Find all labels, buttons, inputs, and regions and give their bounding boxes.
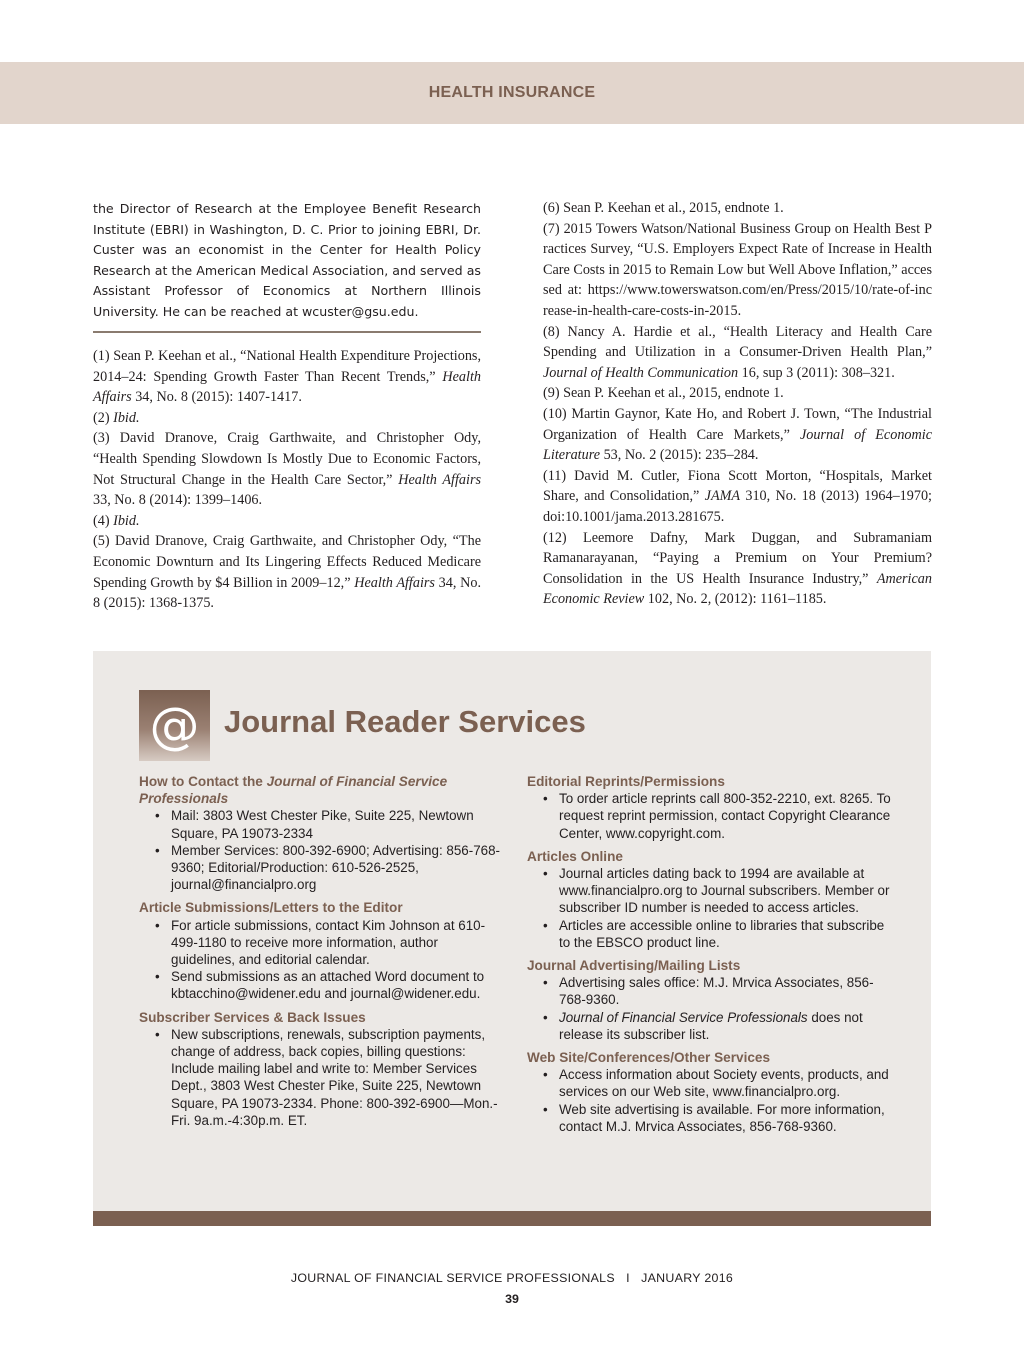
service-item-text: Send submissions as an attached Word document to kbtacchino@widener.edu and journal@widener.edu. (171, 969, 485, 1002)
service-heading (139, 1009, 501, 1026)
service-list-item (139, 807, 501, 841)
endnote-text: (9) Sean P. Keehan et al., 2015, endnote 1. (543, 385, 784, 402)
section-title: HEALTH INSURANCE (428, 84, 596, 101)
service-heading (527, 773, 897, 790)
endnote-text: (1) Sean P. Keehan et al., “National Health Expenditure Projections, 2014–24: Spending Growth Faster Than Recent Trends,” (93, 348, 481, 385)
service-list (527, 790, 897, 842)
service-heading (527, 957, 897, 974)
service-heading (139, 899, 501, 916)
endnote-italic: Ibid. (113, 409, 140, 426)
service-section (527, 1049, 897, 1135)
service-section (139, 773, 501, 893)
service-section (139, 1009, 501, 1129)
service-item-text-end: does not release its subscriber list. (559, 1009, 863, 1042)
service-list-item (527, 1101, 897, 1135)
service-section (527, 957, 897, 1043)
service-list-item (527, 1066, 897, 1100)
services-right-column (527, 773, 897, 1141)
endnote (93, 428, 481, 510)
endnote-italic: Health Affairs (354, 574, 435, 591)
endnote-text: (6) Sean P. Keehan et al., 2015, endnote 1. (543, 200, 784, 216)
endnote-italic: JAMA (704, 488, 741, 505)
service-list-item (139, 968, 501, 1002)
service-heading-text: Web Site/Conferences/Other Services (527, 1050, 771, 1066)
service-heading (527, 848, 897, 865)
endnote-text: (7) 2015 Towers Watson/National Business Group on Health Best Practices Survey, “U.S. Employers Expect Rate of Increase in Health Care Costs in 2015 to Remain Low but Well Above Inflation,” accessed at: https://www.towerswatson.com/en/Press/2015/10/rate-of-increase-in-health-care-costs-in-2015. (543, 220, 932, 319)
endnote (93, 511, 481, 532)
endnote-text: (8) Nancy A. Hardie et al., “Health Literacy and Health Care Spending and Utilization in a Consumer-Driven Health Plan,” (543, 323, 932, 361)
endnote-italic: Health Affairs (398, 471, 481, 488)
endnote-italic: American Economic Review (543, 570, 932, 608)
service-list (139, 1026, 501, 1129)
service-heading-text: Article Submissions/Letters to the Editor (139, 900, 403, 916)
service-list-item (139, 917, 501, 969)
service-heading (527, 1049, 897, 1066)
endnote-italic: Journal of Health Communication (543, 364, 739, 381)
endnotes-right (543, 198, 932, 610)
service-list (527, 1066, 897, 1135)
service-list-item (527, 790, 897, 842)
endnote-text-end: 16, sup 3 (2011): 308–321. (738, 364, 895, 381)
service-item-text: To order article reprints call 800-352-2210, ext. 8265. To request reprint permission, contact Copyright Clearance Center, www.copyright.com. (559, 791, 891, 841)
at-sign-icon (139, 690, 210, 761)
service-list-item (527, 865, 897, 917)
service-item-text: Mail: 3803 West Chester Pike, Suite 225, Newtown Square, PA 19073-2334 (171, 808, 474, 841)
endnote (93, 531, 481, 613)
endnote-text: (2) (93, 409, 114, 426)
service-item-text: For article submissions, contact Kim Johnson at 610-499-1180 to receive more information, author guidelines, and editorial calendar. (171, 917, 486, 968)
service-item-text: Journal articles dating back to 1994 are available at www.financialpro.org to Journal subscribers. Member or subscriber ID number is needed to access articles. (559, 866, 890, 916)
service-section (139, 899, 501, 1002)
service-list-item (527, 917, 897, 951)
service-heading-text: Editorial Reprints/Permissions (527, 774, 725, 789)
service-item-text: Member Services: 800-392-6900; Advertising: 856-768-9360; Editorial/Production: 610-526-2525, journal@financialpro.org (171, 842, 500, 893)
endnote-text: (12) Leemore Dafny, Mark Duggan, and Subramaniam Ramanarayanan, “Paying a Premium on Your Premium? Consolidation in the US Health Insurance Industry,” (543, 529, 932, 587)
reader-services-title: Journal Reader Services (224, 704, 586, 739)
service-heading (139, 773, 501, 807)
panel-bottom-bar (93, 1211, 931, 1226)
endnote-text: (3) David Dranove, Craig Garthwaite, and Christopher Ody, “Health Spending Slowdown Is Mostly Due to Economic Factors, Not Structural Change in the Health Care Sector,” (93, 430, 481, 488)
service-item-text: Access information about Society events, products, and services on our Web site, www.financialpro.org. (559, 1067, 889, 1100)
endnote-text: (10) Martin Gaynor, Kate Ho, and Robert J. Town, “The Industrial Organization of Health Care Markets,” (543, 405, 932, 443)
endnote (93, 408, 481, 429)
endnote-text: (5) David Dranove, Craig Garthwaite, and Christopher Ody, “The Economic Downturn and Its Lingering Effects Reduced Medicare Spending Growth by $4 Billion in 2009–12,” (93, 533, 481, 591)
endnotes-left (93, 346, 481, 614)
endnote (543, 466, 932, 528)
endnote-text-end: 34, No. 8 (2015): 1407-1417. (131, 389, 302, 406)
at-sign-glyph: @ (149, 696, 200, 755)
service-list (139, 807, 501, 893)
services-left-column (139, 773, 501, 1135)
service-item-text: Advertising sales office: M.J. Mrvica Associates, 856-768-9360. (559, 975, 874, 1008)
service-list (139, 917, 501, 1003)
service-section (527, 848, 897, 951)
service-list (527, 974, 897, 1043)
endnote-text-end: 310, No. 18 (2013) 1964–1970; doi:10.1001/jama.2013.281675. (543, 488, 933, 525)
service-list-item (139, 1026, 501, 1129)
service-heading-italic: Journal of Financial Service Professionals (139, 774, 448, 807)
endnote (543, 404, 932, 466)
endnote-text: (11) David M. Cutler, Fiona Scott Morton, “Hospitals, Market Share, and Consolidation,” (543, 467, 932, 505)
endnote-italic: Ibid. (113, 512, 140, 529)
service-list (527, 865, 897, 951)
service-heading-text: Articles Online (527, 848, 623, 864)
service-item-text: New subscriptions, renewals, subscription payments, change of address, back copies, billing questions: Include mailing label and write to: Member Services Dept., 3803 West Chester Pike, Suite 225, Newtown Square, PA 19073-2334. Phone: 800-392-6900—Mon.-Fri. 9a.m.-4:30p.m. ET. (171, 1026, 498, 1128)
endnote (543, 528, 932, 610)
endnote (543, 198, 932, 219)
service-list-item (527, 1009, 897, 1043)
page-number: 39 (505, 1292, 519, 1306)
endnote (543, 383, 932, 404)
endnote (543, 322, 932, 384)
service-item-text: Web site advertising is available. For more information, contact M.J. Mrvica Associates, 856-768-9360. (559, 1101, 885, 1134)
endnote-text-end: 53, No. 2 (2015): 235–284. (600, 447, 759, 464)
endnote (93, 346, 481, 408)
endnote-italic: Journal of Economic Literature (543, 426, 932, 464)
service-list-item (527, 974, 897, 1008)
section-header-band (0, 62, 1024, 124)
service-heading-text: Subscriber Services & Back Issues (139, 1009, 366, 1025)
service-item-italic: Journal of Financial Service Professionals (559, 1009, 808, 1025)
service-section (527, 773, 897, 842)
endnote-text-end: 33, No. 8 (2014): 1399–1406. (93, 492, 263, 509)
service-heading-text: Journal Advertising/Mailing Lists (527, 958, 741, 974)
service-item-text: Articles are accessible online to libraries that subscribe to the EBSCO product line. (559, 917, 885, 950)
author-bio: the Director of Research at the Employee Benefit Research Institute (EBRI) in Washington, D. C. Prior to joining EBRI, Dr. Custer was an economist in the Center for Health Policy Research at the American Medical Association, and served as Assistant Professor of Economics at Northern Illinois University. He can be reached at wcuster@gsu.edu. (93, 201, 481, 319)
service-heading-text: How to Contact the (139, 774, 267, 789)
divider-rule (93, 331, 481, 333)
endnote-text-end: 34, No. 8 (2015): 1368-1375. (93, 574, 481, 612)
endnote-text: (4) (93, 512, 114, 529)
running-footer: JOURNAL OF FINANCIAL SERVICE PROFESSIONALS I JANUARY 2016 (290, 1271, 734, 1285)
endnote (543, 219, 932, 322)
endnote-italic: Health Affairs (93, 368, 481, 406)
service-list-item (139, 842, 501, 894)
endnote-text-end: 102, No. 2, (2012): 1161–1185. (644, 591, 827, 608)
